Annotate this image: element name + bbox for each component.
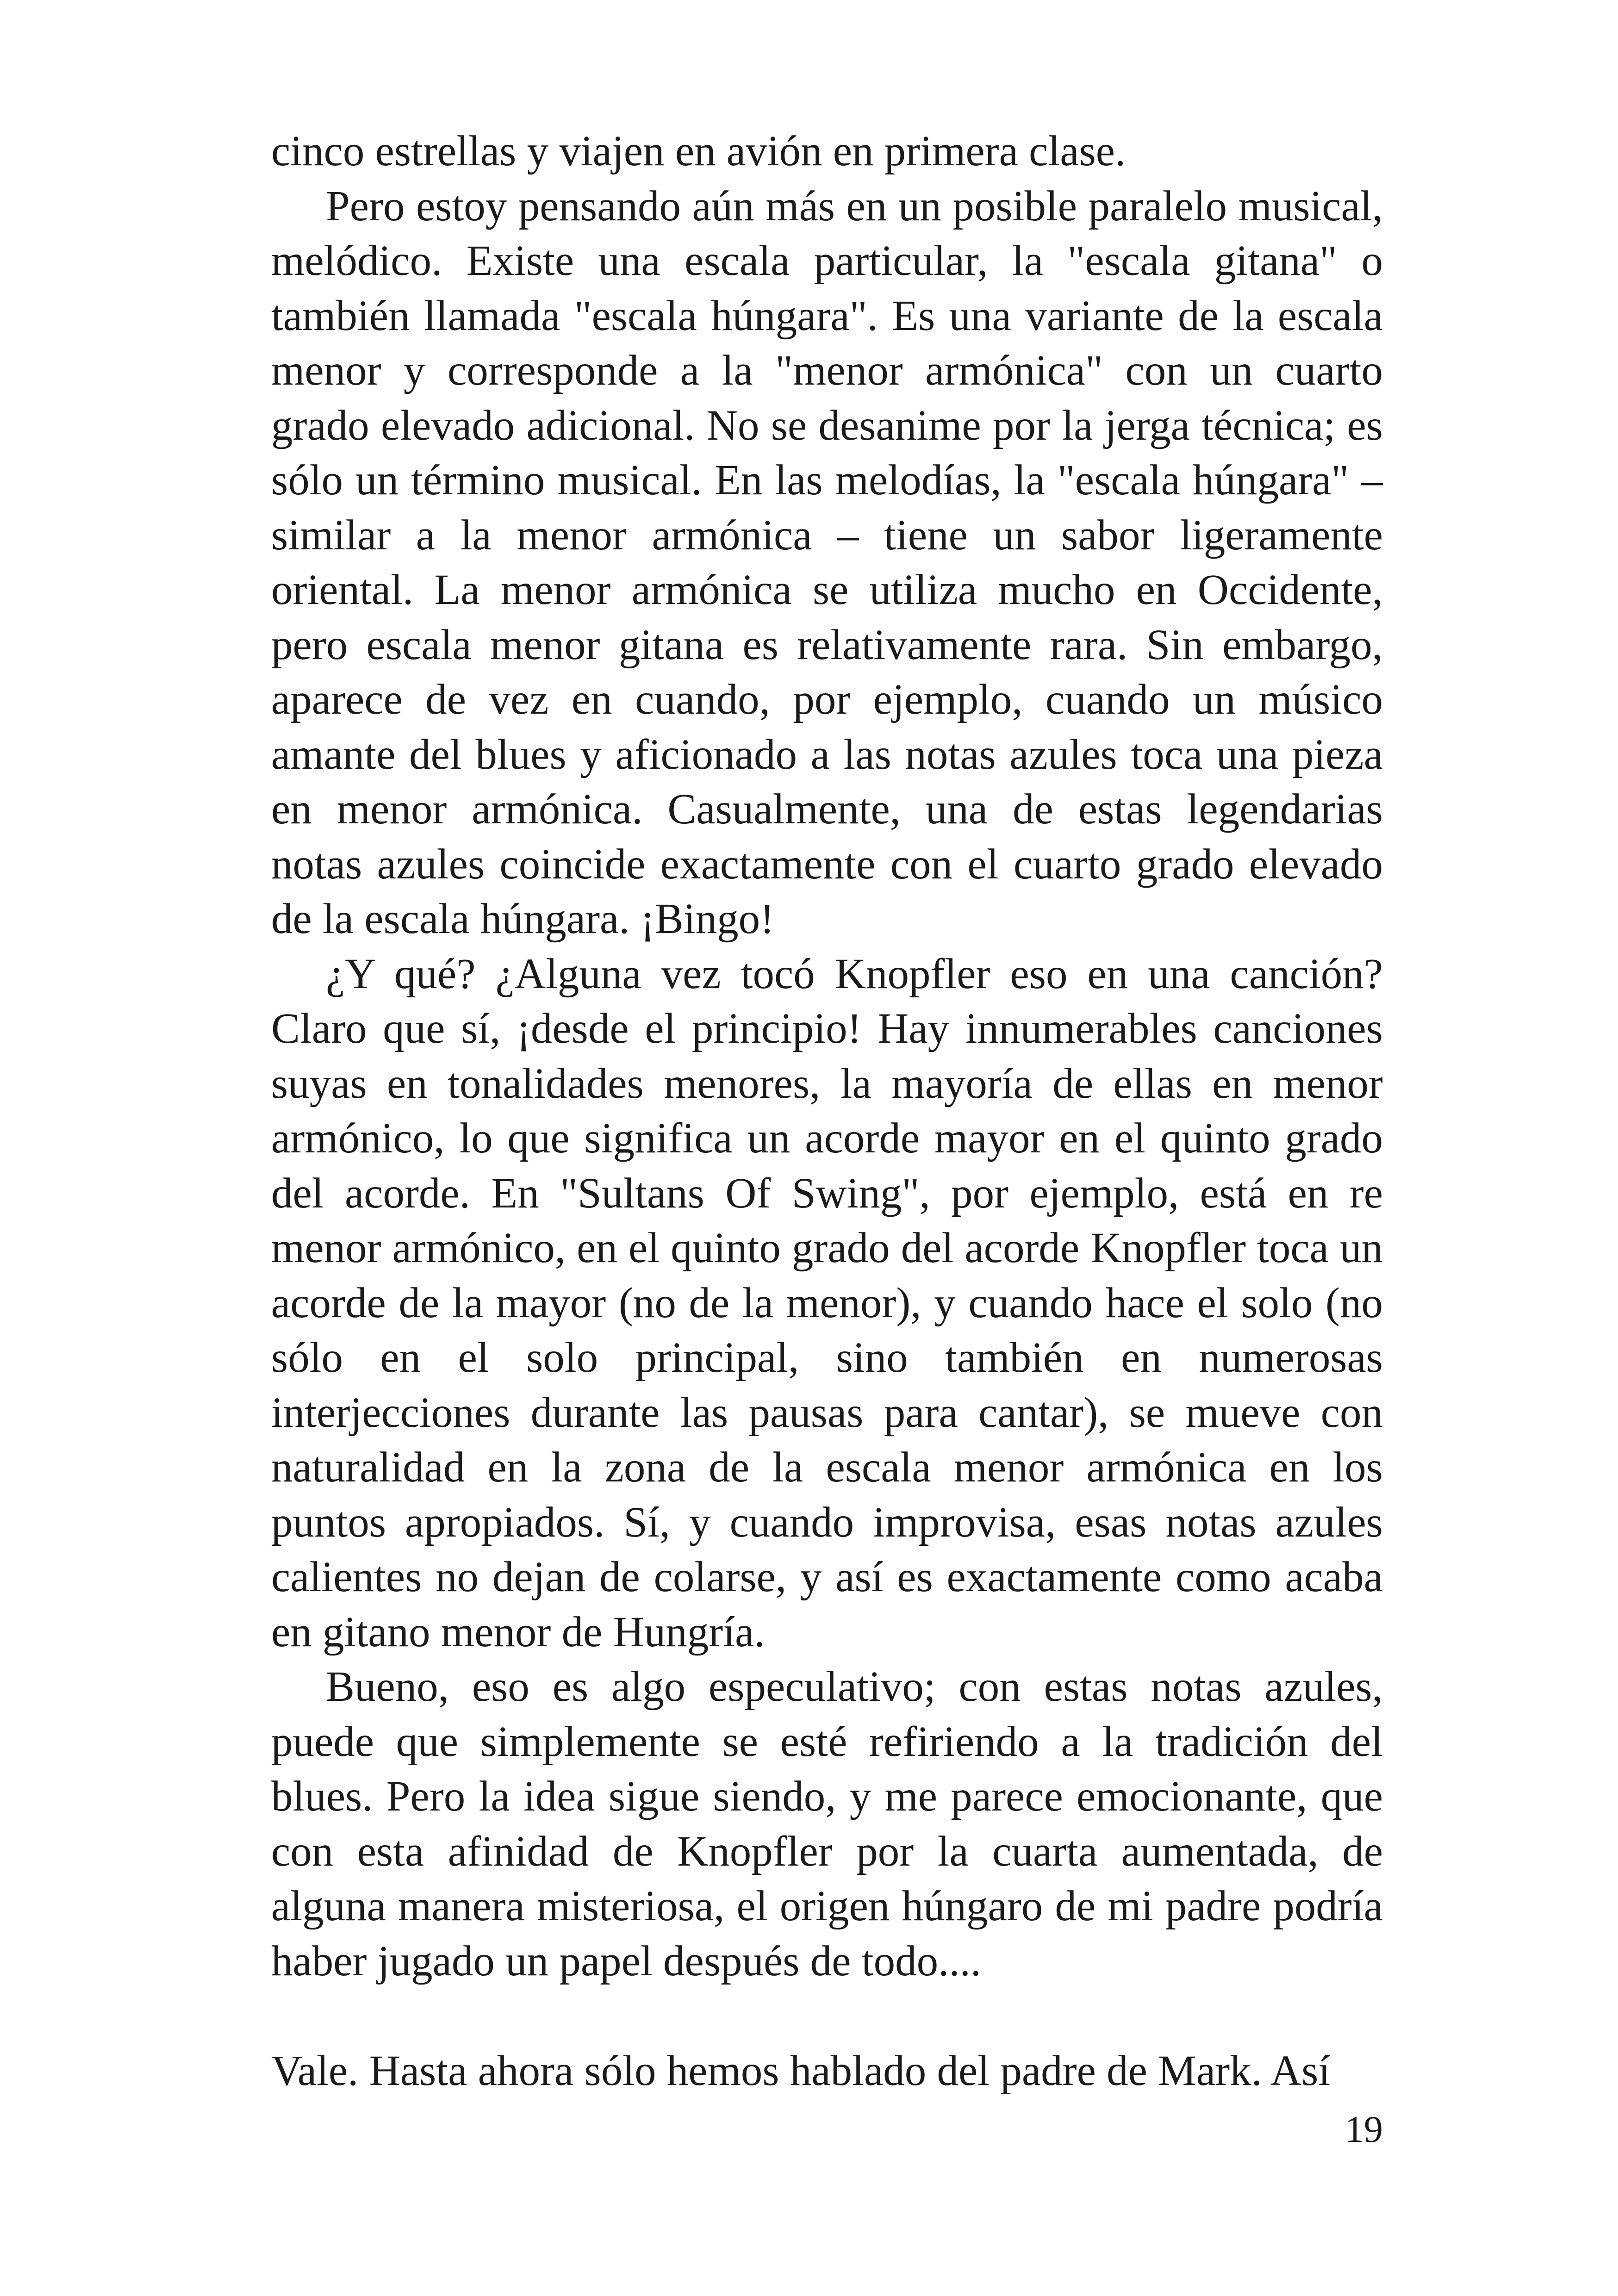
section-break	[271, 1989, 1383, 2044]
body-text	[271, 124, 1383, 2098]
paragraph-2: Pero estoy pensando aún más en un posible paralelo musical, melódico. Existe una escala particular, la "escala gitana" o también llamada "escala húngara". Es una variante de la escala menor y corresponde a la "menor armónica" con un cuarto grado elevado adicional. No se desanime por la jerga técnica; es sólo un término musical. En las melodías, la "escala húngara" – similar a la menor armónica – tiene un sabor ligeramente oriental. La menor armónica se utiliza mucho en Occidente, pero escala menor gitana es relativamente rara. Sin embargo, aparece de vez en cuando, por ejemplo, cuando un músico amante del blues y aficionado a las notas azules toca una pieza en menor armónica. Casualmente, una de estas legendarias notas azules coincide exactamente con el cuarto grado elevado de la escala húngara. ¡Bingo!	[271, 182, 1383, 943]
page-number: 19	[1345, 2108, 1383, 2150]
paragraph-5: Vale. Hasta ahora sólo hemos hablado del padre de Mark. Así	[271, 2047, 1331, 2095]
paragraph-1: cinco estrellas y viajen en avión en primera clase.	[271, 127, 1126, 175]
paragraph-4: Bueno, eso es algo especulativo; con estas notas azules, puede que simplemente se esté refiriendo a la tradición del blues. Pero la idea sigue siendo, y me parece emocionante, que con esta afinidad de Knopfler por la cuarta aumentada, de alguna manera misteriosa, el origen húngaro de mi padre podría haber jugado un papel después de todo....	[271, 1663, 1383, 1985]
paragraph-3: ¿Y qué? ¿Alguna vez tocó Knopfler eso en una canción? Claro que sí, ¡desde el principio! Hay innumerables canciones suyas en tonalidades menores, la mayoría de ellas en menor armónico, lo que significa un acorde mayor en el quinto grado del acorde. En "Sultans Of Swing", por ejemplo, está en re menor armónico, en el quinto grado del acorde Knopfler toca un acorde de la mayor (no de la menor), y cuando hace el solo (no sólo en el solo principal, sino también en numerosas interjecciones durante las pausas para cantar), se mueve con naturalidad en la zona de la escala menor armónica en los puntos apropiados. Sí, y cuando improvisa, esas notas azules calientes no dejan de colarse, y así es exactamente como acaba en gitano menor de Hungría.	[271, 950, 1383, 1656]
